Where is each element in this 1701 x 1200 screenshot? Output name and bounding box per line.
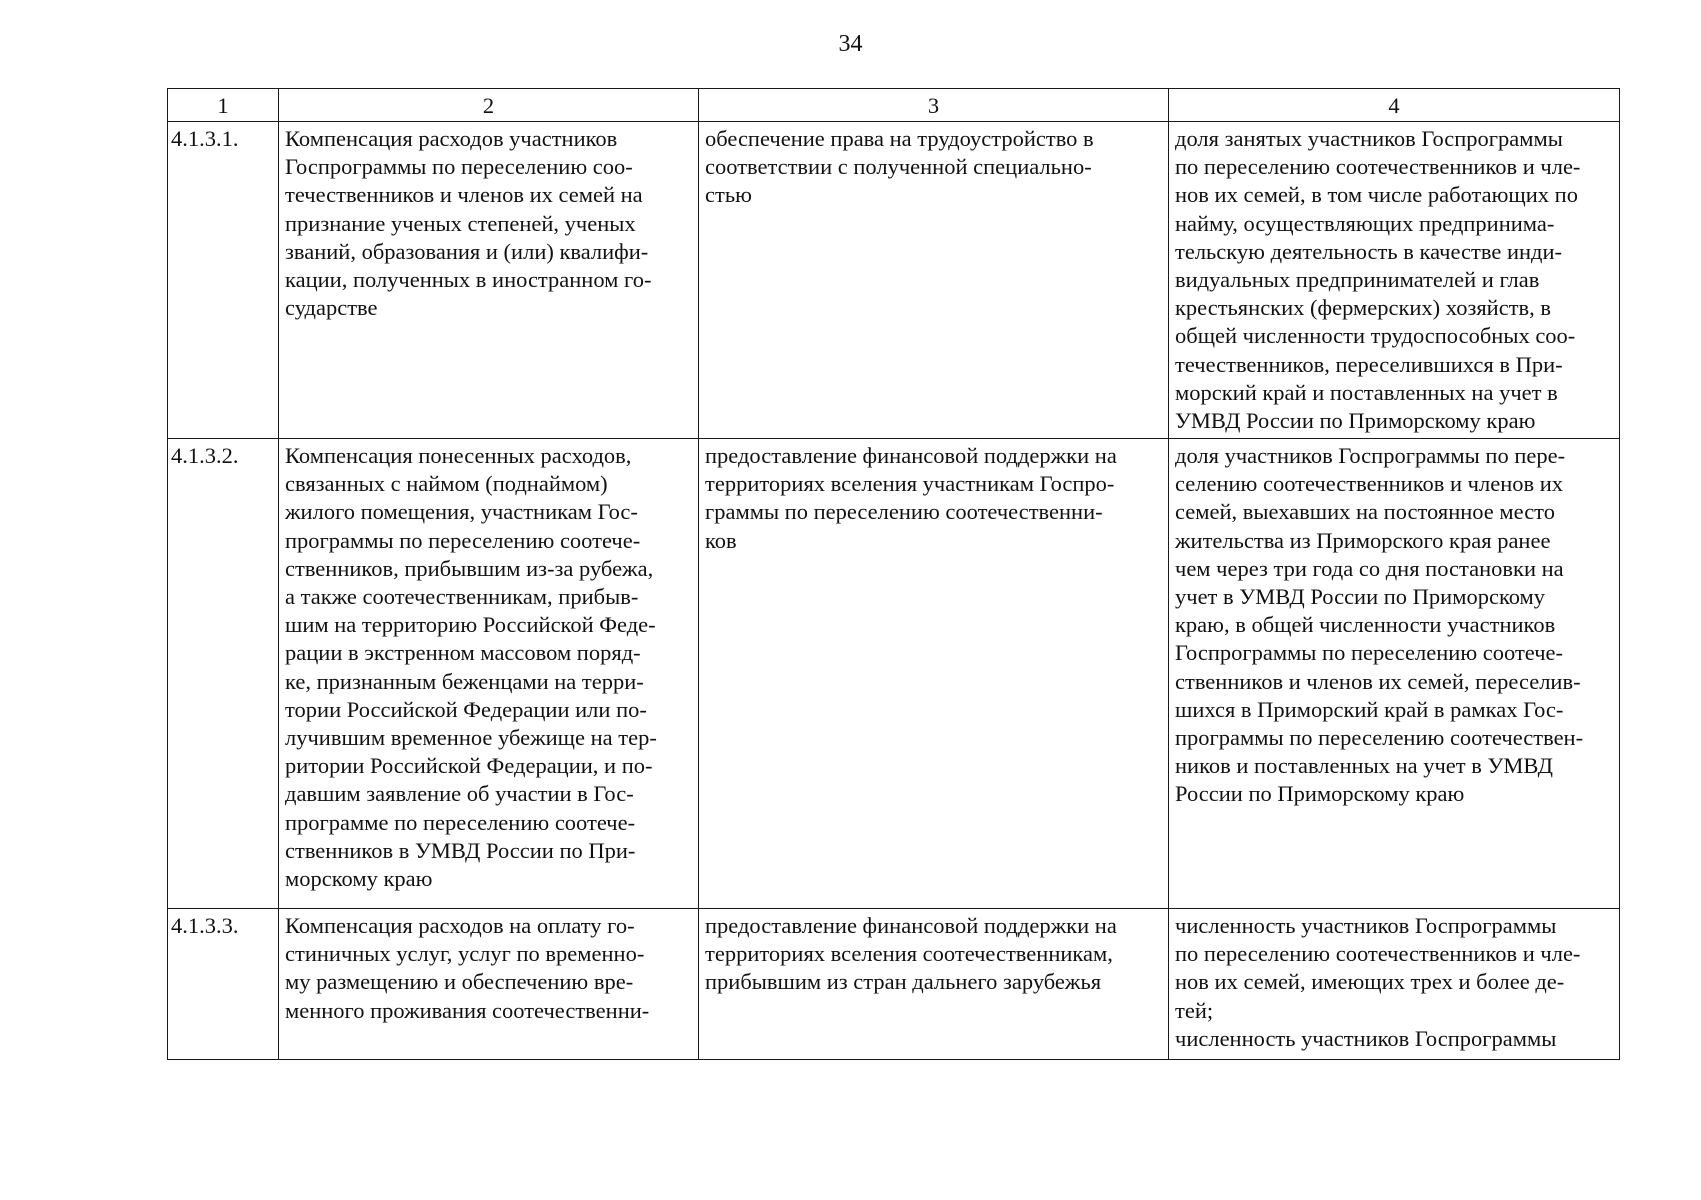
text-line: чем через три года со дня постановки на xyxy=(1175,555,1564,581)
text-line: нов их семей, имеющих трех и более де- xyxy=(1175,969,1565,995)
text-line: видуальных предпринимателей и глав xyxy=(1175,267,1540,293)
text-line: России по Приморскому краю xyxy=(1175,781,1465,807)
measure-description xyxy=(279,439,699,909)
text-line: ственников, прибывшим из-за рубежа, xyxy=(285,555,654,581)
text-line: жилого помещения, участникам Гос- xyxy=(285,499,638,525)
measure-code: 4.1.3.3. xyxy=(168,909,279,1060)
text-line: стью xyxy=(705,182,752,208)
text-line: предоставление финансовой поддержки на xyxy=(705,913,1117,938)
text-line: шим на территорию Российской Феде- xyxy=(285,612,656,638)
header-cell-1: 1 xyxy=(168,89,279,122)
text-line: ке, признанным беженцами на терри- xyxy=(285,668,644,694)
text-line: признание ученых степеней, ученых xyxy=(285,210,636,236)
text-line: Госпрограммы по переселению соо- xyxy=(285,154,633,180)
text-line: территориях вселения участникам Госпро- xyxy=(705,471,1115,497)
table-row xyxy=(168,122,1620,439)
measure-indicator xyxy=(1169,909,1620,1060)
text-line: ственников в УМВД России по При- xyxy=(285,837,636,863)
text-line: найму, осуществляющих предпринима- xyxy=(1175,210,1555,236)
text-line: кации, полученных в иностранном го- xyxy=(285,267,652,293)
text-line: численность участников Госпрограммы xyxy=(1175,913,1557,938)
text-line: общей численности трудоспособных соо- xyxy=(1175,323,1576,349)
text-line: Компенсация расходов участников xyxy=(285,126,618,151)
text-line: прибывшим из стран дальнего зарубежья xyxy=(705,969,1102,995)
text-line: краю, в общей численности участников xyxy=(1175,612,1556,638)
text-line: му размещению и обеспечению вре- xyxy=(285,969,634,995)
text-line: давшим заявление об участии в Гос- xyxy=(285,781,634,807)
text-line: Госпрограммы по переселению соотече- xyxy=(1175,640,1564,666)
text-line: программы по переселению соотечествен- xyxy=(1175,725,1584,751)
text-line: рации в экстренном массовом поряд- xyxy=(285,640,641,666)
text-line: ков xyxy=(705,527,737,553)
measure-result xyxy=(699,122,1169,439)
text-line: стиничных услуг, услуг по временно- xyxy=(285,941,645,967)
table-row xyxy=(168,909,1620,1060)
header-cell-3: 3 xyxy=(699,89,1169,122)
text-line: морский край и поставленных на учет в xyxy=(1175,379,1558,405)
page-number: 34 xyxy=(838,31,863,57)
text-line: морскому краю xyxy=(285,866,433,892)
measure-description xyxy=(279,122,699,439)
text-line: крестьянских (фермерских) хозяйств, в xyxy=(1175,295,1552,321)
text-line: шихся в Приморский край в рамках Гос- xyxy=(1175,696,1564,722)
text-line: семей, выехавших на постоянное место xyxy=(1175,499,1555,525)
program-measures-table xyxy=(167,88,1620,1060)
text-line: доля занятых участников Госпрограммы xyxy=(1175,126,1563,151)
text-line: по переселению соотечественников и чле- xyxy=(1175,941,1581,967)
text-line: течественников, переселившихся в При- xyxy=(1175,351,1563,377)
text-line: территориях вселения соотечественникам, xyxy=(705,941,1113,967)
text-line: граммы по переселению соотечественни- xyxy=(705,499,1103,525)
measure-result xyxy=(699,909,1169,1060)
text-line: численность участников Госпрограммы xyxy=(1175,1025,1557,1051)
header-cell-2: 2 xyxy=(279,89,699,122)
header-cell-4: 4 xyxy=(1169,89,1620,122)
text-line: доля участников Госпрограммы по пере- xyxy=(1175,443,1566,468)
text-line: тей; xyxy=(1175,997,1214,1023)
text-line: тельскую деятельность в качестве инди- xyxy=(1175,238,1563,264)
text-line: ников и поставленных на учет в УМВД xyxy=(1175,753,1553,779)
text-line: УМВД России по Приморскому краю xyxy=(1175,408,1536,434)
table-row xyxy=(168,439,1620,909)
text-line: а также соотечественникам, прибыв- xyxy=(285,584,639,610)
table-header-row xyxy=(168,89,1620,122)
text-line: течественников и членов их семей на xyxy=(285,182,643,208)
measure-code: 4.1.3.1. xyxy=(168,122,279,439)
text-line: обеспечение права на трудоустройство в xyxy=(705,126,1094,151)
text-line: Компенсация понесенных расходов, xyxy=(285,443,632,468)
text-line: учет в УМВД России по Приморскому xyxy=(1175,584,1546,610)
text-line: сударстве xyxy=(285,295,378,321)
text-line: тории Российской Федерации или по- xyxy=(285,696,647,722)
text-line: лучившим временное убежище на тер- xyxy=(285,725,657,751)
text-line: званий, образования и (или) квалифи- xyxy=(285,238,649,264)
measure-result xyxy=(699,439,1169,909)
text-line: связанных с наймом (поднаймом) xyxy=(285,471,608,497)
text-line: ритории Российской Федерации, и по- xyxy=(285,753,653,779)
measure-indicator xyxy=(1169,439,1620,909)
text-line: селению соотечественников и членов их xyxy=(1175,471,1564,497)
text-line: ственников и членов их семей, переселив- xyxy=(1175,668,1581,694)
measure-code: 4.1.3.2. xyxy=(168,439,279,909)
text-line: Компенсация расходов на оплату го- xyxy=(285,913,635,938)
text-line: менного проживания соотечественни- xyxy=(285,997,650,1023)
text-line: по переселению соотечественников и чле- xyxy=(1175,154,1581,180)
text-line: программы по переселению соотече- xyxy=(285,527,641,553)
text-line: программе по переселению соотече- xyxy=(285,809,636,835)
text-line: жительства из Приморского края ранее xyxy=(1175,527,1551,553)
text-line: нов их семей, в том числе работающих по xyxy=(1175,182,1578,208)
measure-indicator xyxy=(1169,122,1620,439)
text-line: соответствии с полученной специально- xyxy=(705,154,1092,180)
text-line: предоставление финансовой поддержки на xyxy=(705,443,1117,468)
measure-description xyxy=(279,909,699,1060)
